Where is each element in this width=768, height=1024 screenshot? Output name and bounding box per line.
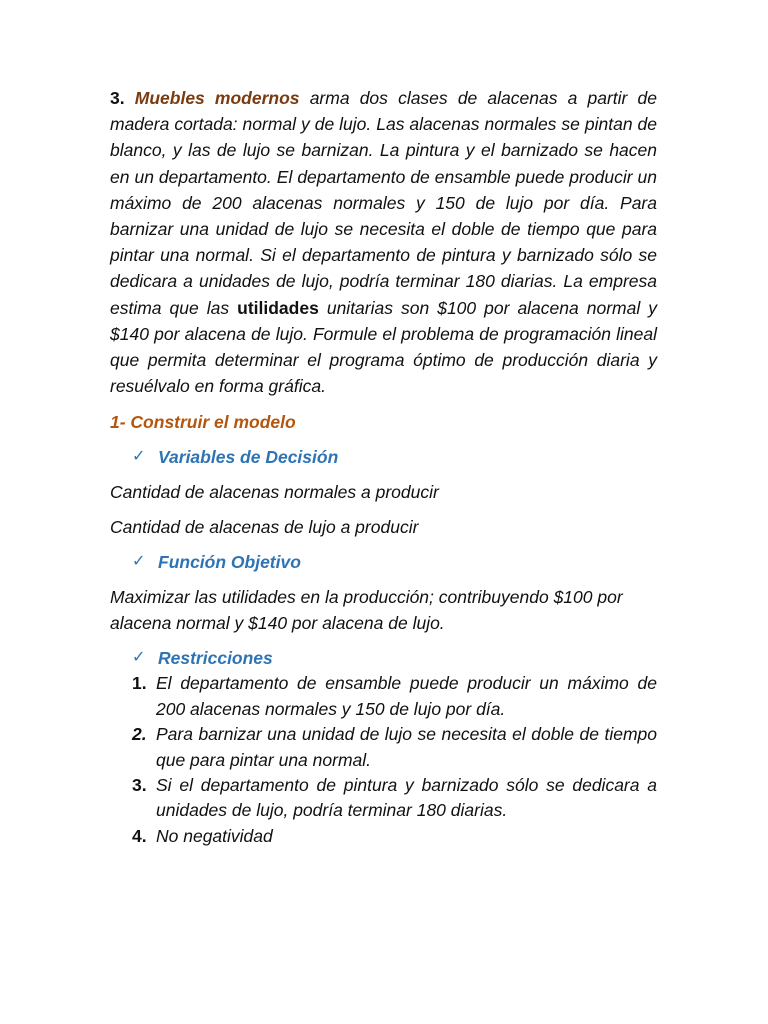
variables-heading — [132, 444, 657, 470]
objective-heading-label: Función Objetivo — [158, 552, 301, 573]
constraint-text: No negatividad — [156, 825, 273, 846]
objective-text: Maximizar las utilidades en la producción; contribuyendo $100 por alacena normal y $140 por alacena de lujo. — [110, 587, 623, 634]
constraints-list — [110, 671, 657, 849]
constraints-heading — [132, 645, 657, 671]
variables-heading-label: Variables de Decisión — [158, 447, 339, 468]
document-content — [110, 85, 657, 849]
problem-statement — [110, 85, 657, 399]
problem-number: 3. — [110, 88, 125, 108]
variable-item: Cantidad de alacenas normales a producir — [110, 482, 439, 503]
constraint-number: 4. — [132, 825, 147, 846]
constraint-text: Para barnizar una unidad de lujo se necesita el doble de tiempo que para pintar una normal. — [156, 724, 657, 770]
constraint-item — [110, 824, 657, 849]
company-name: Muebles modernos — [134, 88, 300, 108]
constraint-number: 1. — [132, 673, 147, 694]
constraint-item — [110, 671, 657, 722]
variable-item: Cantidad de alacenas de lujo a producir — [110, 517, 419, 538]
constraint-item — [110, 722, 657, 773]
constraint-number: 2. — [132, 724, 147, 745]
objective-heading — [132, 549, 657, 575]
problem-text-2: unitarias son $100 por alacena normal y $140 por alacena de lujo. Formule el problema de programación lineal que permita determinar el programa óptimo de producción diaria y resuélvalo en forma gráfica. — [110, 297, 657, 397]
constraint-item — [110, 773, 657, 824]
checkmark-icon: ✓ — [132, 553, 146, 571]
constraint-text: Si el departamento de pintura y barnizado sólo se dedicara a unidades de lujo, podría terminar 180 diarias. — [156, 775, 657, 821]
checkmark-icon: ✓ — [132, 448, 146, 466]
problem-text-1: arma dos clases de alacenas a partir de madera cortada: normal y de lujo. Las alacenas normales se pintan de blanco, y las de lujo se barnizan. La pintura y el barnizado se hacen en un departamento. El departamento de ensamble puede producir un máximo de 200 alacenas normales y 150 de lujo por día. Para barnizar una unidad de lujo se necesita el doble de tiempo que para pintar una normal. Si el departamento de pintura y barnizado sólo se dedicara a unidades de lujo, podría terminar 180 diarias. La empresa estima que las — [110, 88, 657, 318]
section-title: 1- Construir el modelo — [110, 412, 296, 433]
problem-keyword: utilidades — [237, 297, 319, 318]
constraint-text: El departamento de ensamble puede producir un máximo de 200 alacenas normales y 150 de lujo por día. — [156, 673, 657, 719]
checkmark-icon: ✓ — [132, 649, 146, 667]
constraints-heading-label: Restricciones — [158, 648, 273, 669]
constraint-number: 3. — [132, 775, 147, 796]
